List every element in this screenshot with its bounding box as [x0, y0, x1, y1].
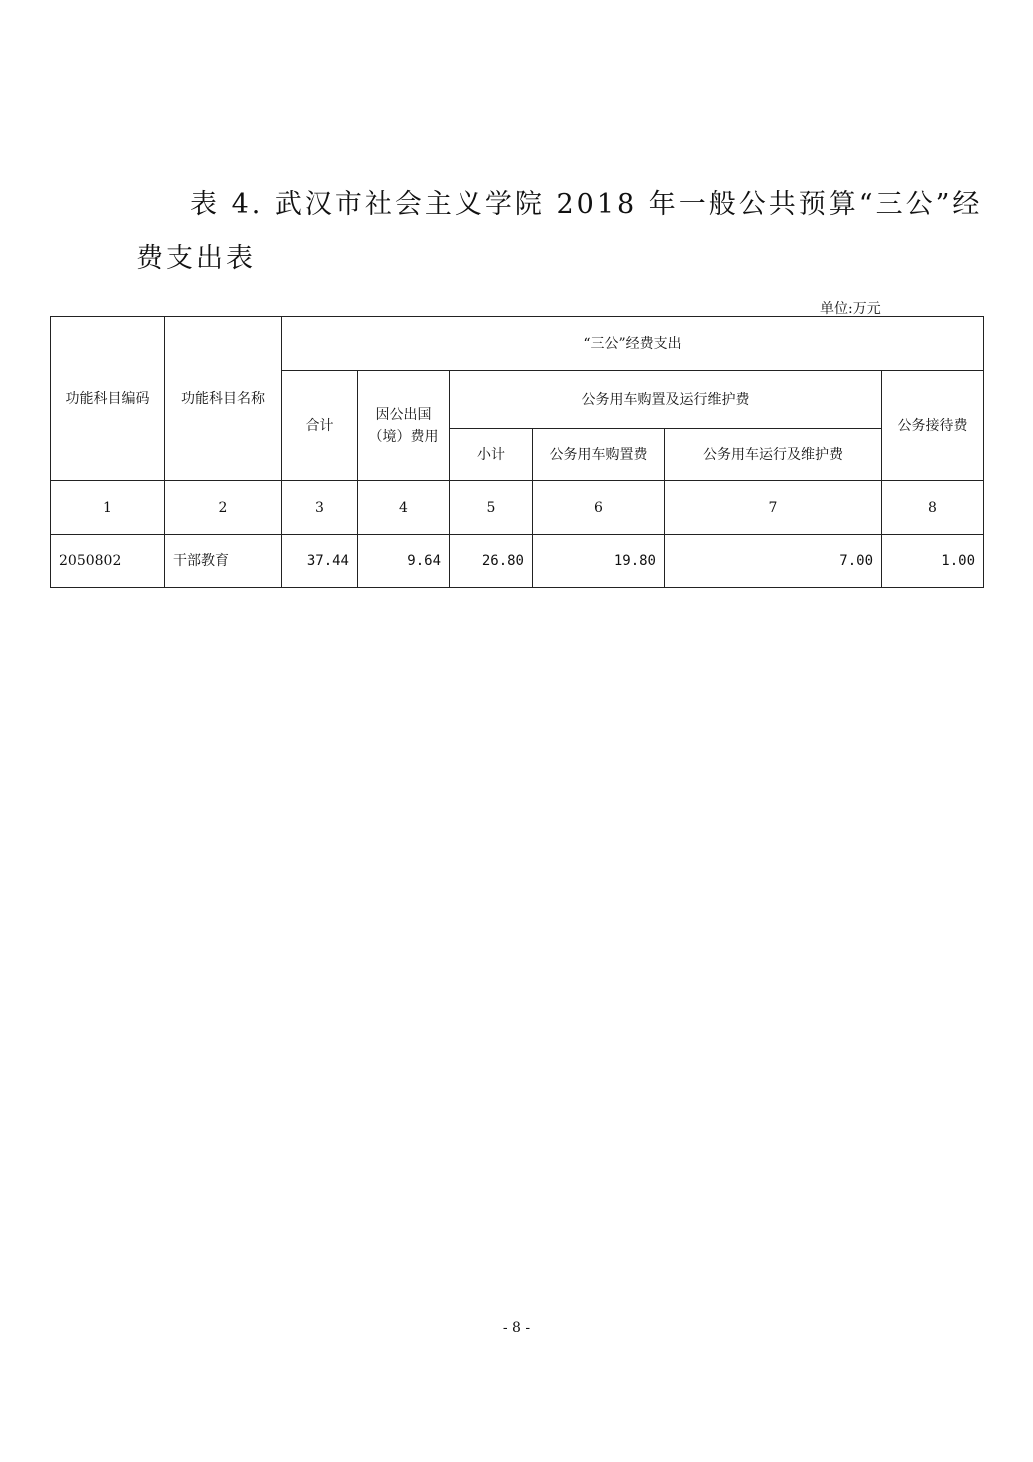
index-cell: 3 — [282, 481, 358, 535]
table-row — [51, 535, 984, 588]
header-reception: 公务接待费 — [882, 371, 984, 481]
header-sangong: “三公”经费支出 — [282, 317, 984, 371]
document-title-line-1: 表 4. 武汉市社会主义学院 2018 年一般公共预算“三公”经 — [190, 189, 983, 220]
index-cell: 4 — [358, 481, 450, 535]
cell-name: 干部教育 — [165, 535, 282, 588]
index-cell: 7 — [665, 481, 882, 535]
cell-abroad: 9.64 — [358, 535, 450, 588]
cell-vehicle-operation: 7.00 — [665, 535, 882, 588]
index-cell: 8 — [882, 481, 984, 535]
header-vehicle-purchase: 公务用车购置费 — [533, 429, 665, 481]
page-number: - 8 - — [502, 1320, 531, 1336]
index-cell: 6 — [533, 481, 665, 535]
header-code: 功能科目编码 — [51, 317, 165, 481]
header-vehicle: 公务用车购置及运行维护费 — [450, 371, 882, 429]
unit-label: 单位:万元 — [820, 301, 881, 317]
budget-table — [50, 316, 984, 588]
header-row-1 — [51, 317, 984, 371]
index-cell: 5 — [450, 481, 533, 535]
index-row — [51, 481, 984, 535]
header-total: 合计 — [282, 371, 358, 481]
cell-code: 2050802 — [51, 535, 165, 588]
header-vehicle-operation: 公务用车运行及维护费 — [665, 429, 882, 481]
index-cell: 2 — [165, 481, 282, 535]
document-title-line-2: 费支出表 — [136, 243, 256, 274]
cell-reception: 1.00 — [882, 535, 984, 588]
cell-subtotal: 26.80 — [450, 535, 533, 588]
header-abroad: 因公出国（境）费用 — [358, 371, 450, 481]
header-name: 功能科目名称 — [165, 317, 282, 481]
header-subtotal: 小计 — [450, 429, 533, 481]
cell-total: 37.44 — [282, 535, 358, 588]
index-cell: 1 — [51, 481, 165, 535]
cell-vehicle-purchase: 19.80 — [533, 535, 665, 588]
